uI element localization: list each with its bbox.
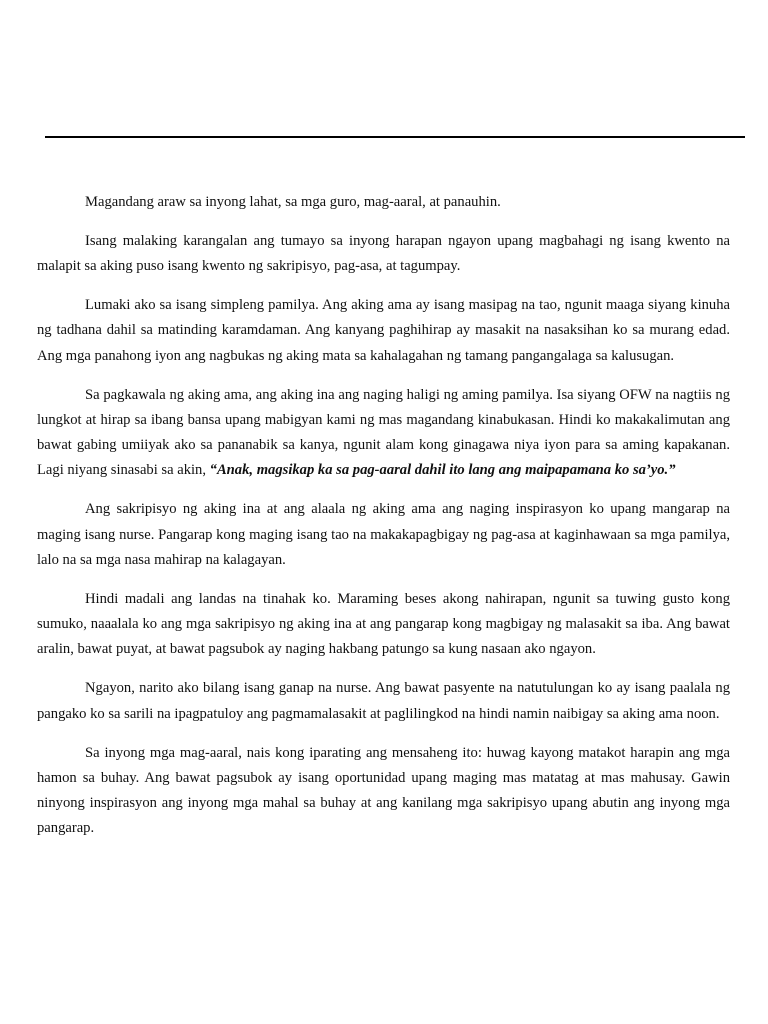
paragraph-father: Lumaki ako sa isang simpleng pamilya. Ang aking ama ay isang masipag na tao, ngunit maaga siyang kinuha ng tadhana dahil sa matinding karamdaman. Ang kanyang paghihirap ay masakit na nasaksihan ko sa murang edad. Ang mga panahong iyon ang nagbukas ng aking mata sa kahalagahan ng tamang pangangalaga sa kalusugan. xyxy=(37,297,730,364)
paragraph-present: Ngayon, narito ako bilang isang ganap na nurse. Ang bawat pasyente na natutulungan ko ay isang paalala ng pangako ko sa sarili na ipagpatuloy ang pagmamalasakit at paglilingkod na hindi namin naibigay sa aking ama noon. xyxy=(37,680,730,722)
paragraph-mother xyxy=(37,383,730,484)
paragraph-greeting: Magandang araw sa inyong lahat, sa mga guro, mag-aaral, at panauhin. xyxy=(85,194,501,210)
paragraph-journey: Hindi madali ang landas na tinahak ko. Maraming beses akong nahirapan, ngunit sa tuwing gusto kong sumuko, naaalala ko ang mga sakripisyo ng aking ina at ang pangarap kong magbigay ng malasakit sa iba. Ang bawat aralin, bawat puyat, at bawat pagsubok ay naging hakbang patungo sa kung nasaan ako ngayon. xyxy=(37,590,730,658)
mother-quote: “Anak, magsikap ka sa pag-aaral dahil ito lang ang maipapamana ko sa’yo.” xyxy=(209,462,676,479)
header-rule xyxy=(45,136,745,138)
speech-body xyxy=(37,190,730,855)
paragraph-inspiration: Ang sakripisyo ng aking ina at ang alaala ng aking ama ang naging inspirasyon ko upang mangarap na maging isang nurse. Pangarap kong maging isang tao na makakapagbigay ng pag-asa at kaginhawaan sa mga pamilya, lalo na sa mga nasa mahirap na kalagayan. xyxy=(37,501,730,568)
paragraph-mother-text: Sa pagkawala ng aking ama, ang aking ina ang naging haligi ng aming pamilya. Isa siyang OFW na nagtiis ng lungkot at hirap sa ibang bansa upang mabigyan kami ng mas magandang kinabukasan. Hindi ko makakalimutan ang bawat gabing umiiyak ako sa pananabik sa kanya, ngunit alam kong ginagawa niya iyon para sa aming kapakanan. Lagi niyang sinasabi sa akin, xyxy=(37,386,730,479)
paragraph-message: Sa inyong mga mag-aaral, nais kong iparating ang mensaheng ito: huwag kayong matakot harapin ang mga hamon sa buhay. Ang bawat pagsubok ay isang oportunidad upang maging mas matatag at mas mahusay. Gawin ninyong inspirasyon ang inyong mga mahal sa buhay at ang kanilang mga sakripisyo upang abutin ang inyong mga pangarap. xyxy=(37,744,730,837)
paragraph-introduction: Isang malaking karangalan ang tumayo sa inyong harapan ngayon upang magbahagi ng isang kwento na malapit sa aking puso isang kwento ng sakripisyo, pag-asa, at tagumpay. xyxy=(37,232,730,275)
